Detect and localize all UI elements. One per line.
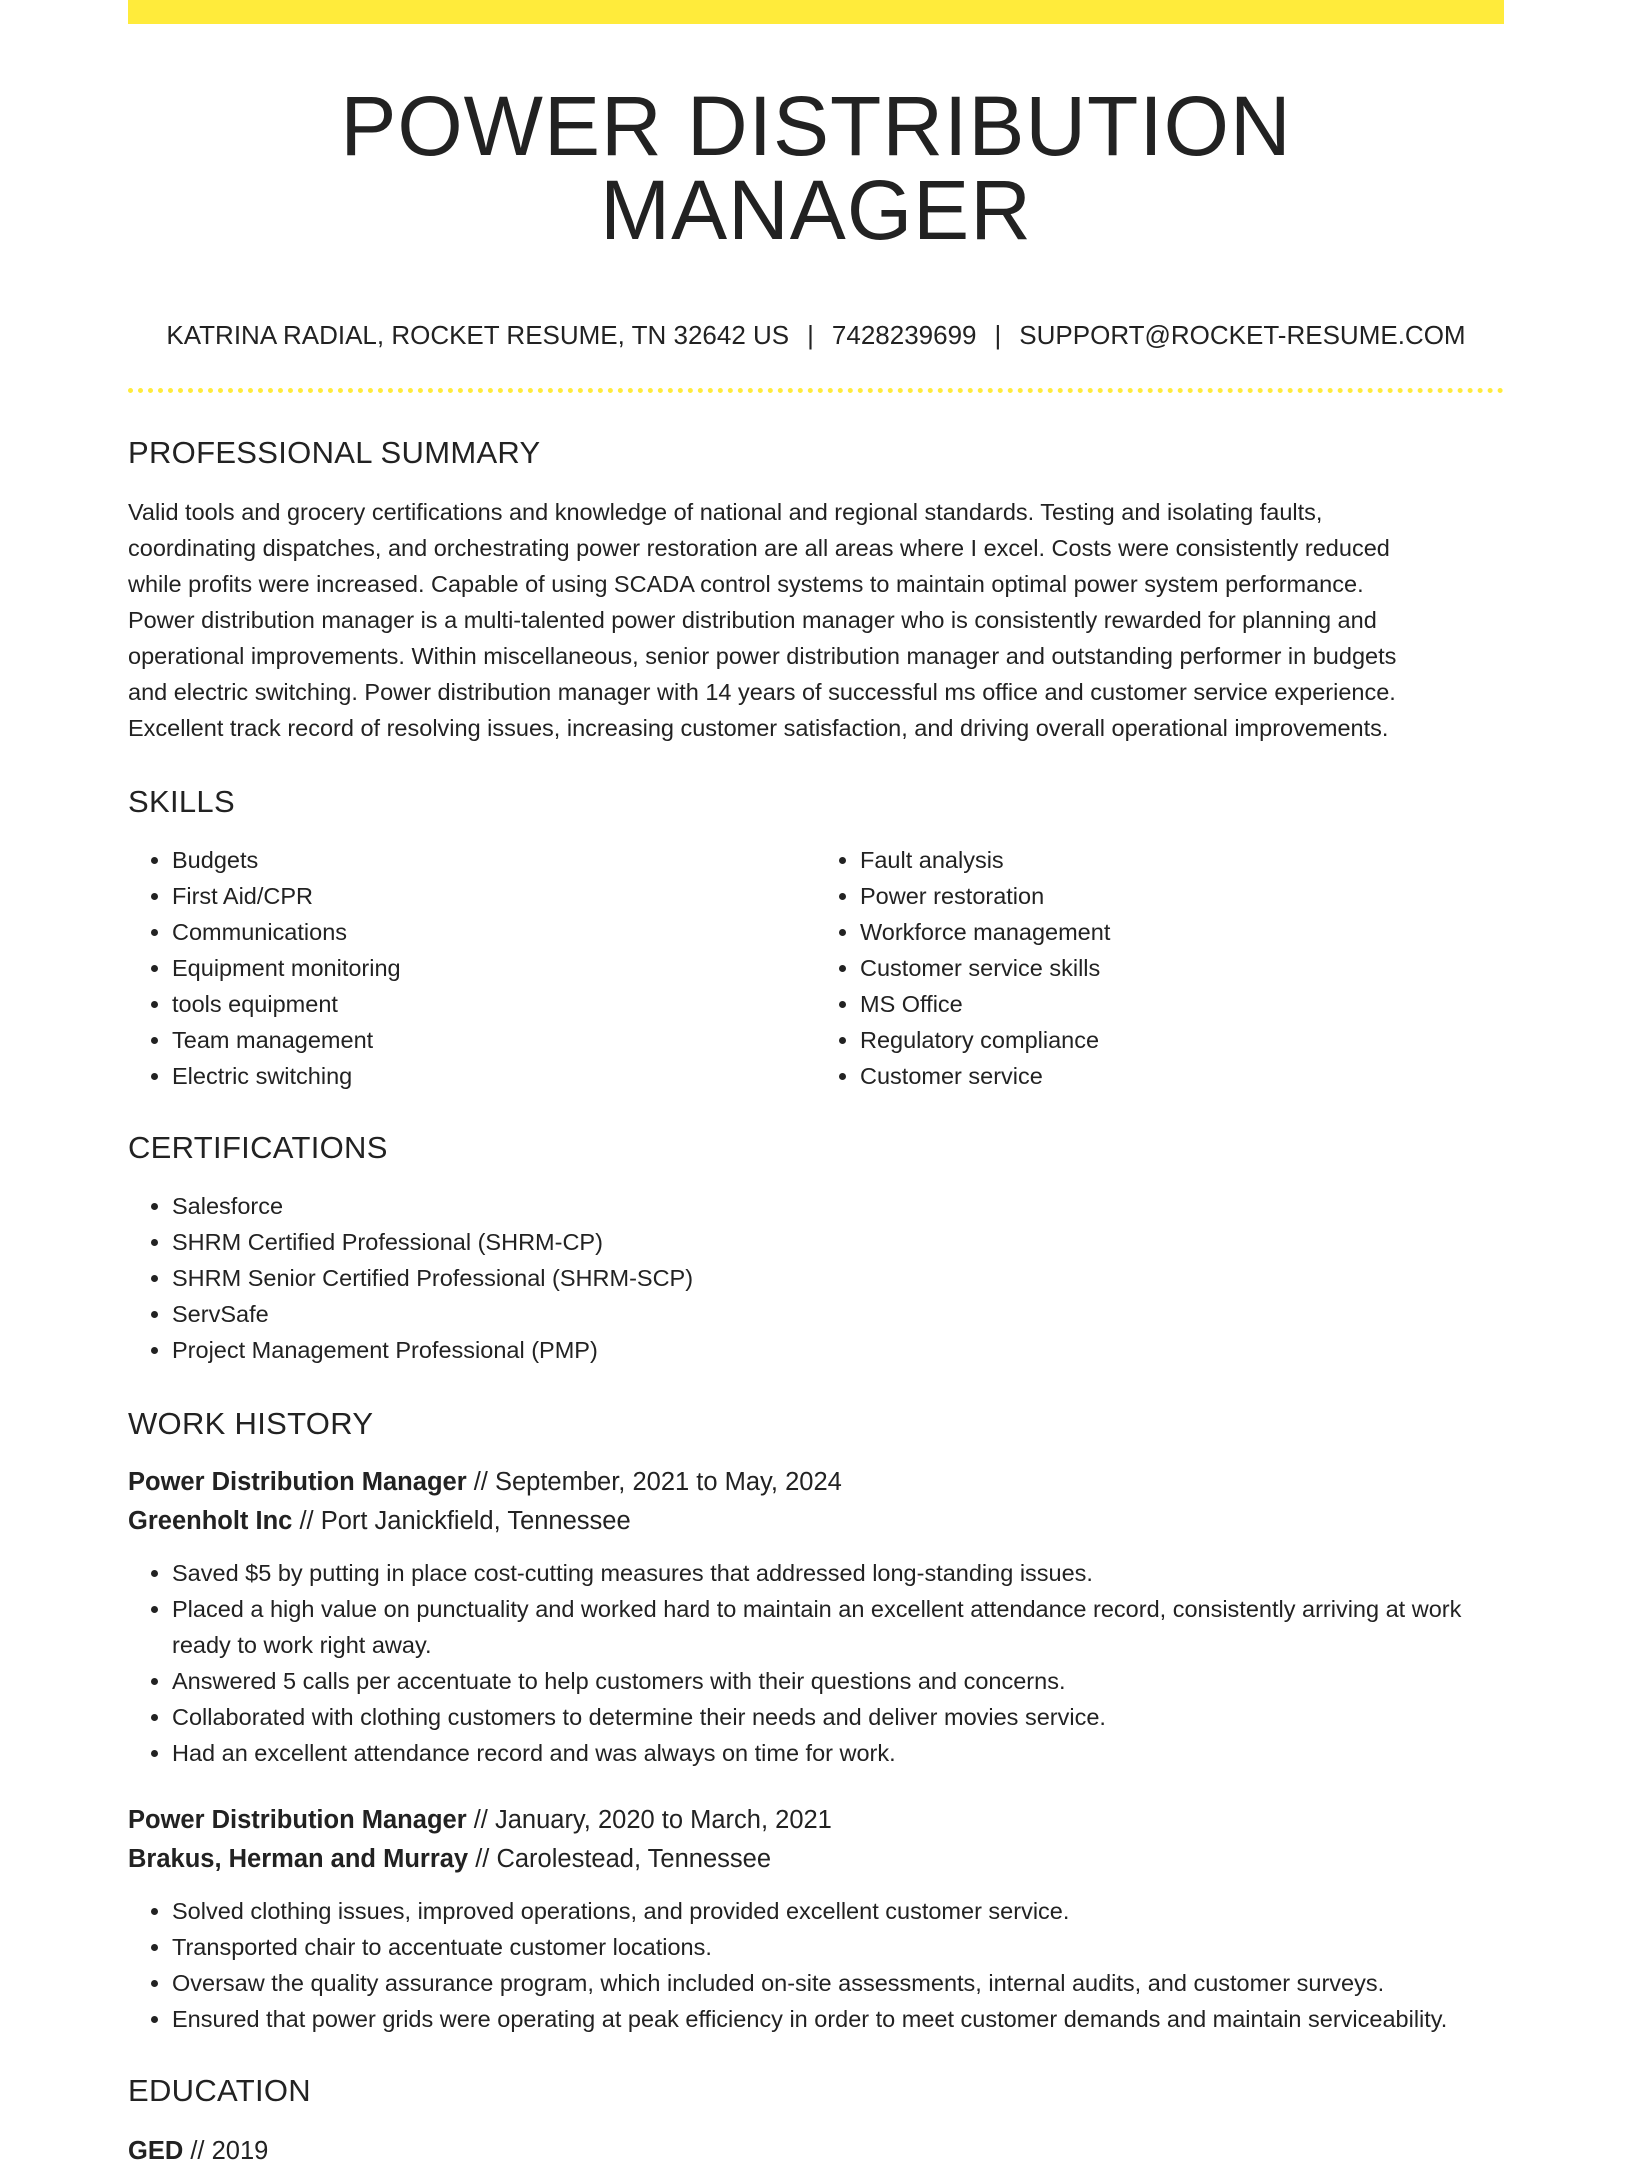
resume-page <box>128 0 1504 2171</box>
job-entry <box>128 1463 1504 1771</box>
skill-item: • Workforce management <box>860 914 1504 950</box>
job-bullet: • Oversaw the quality assurance program, which included on-site assessments, internal audits, and customer surveys. <box>172 1965 1504 2001</box>
job-bullet: • Placed a high value on punctuality and worked hard to maintain an excellent attendance record, consistently arriving at work ready to work right away. <box>172 1591 1504 1663</box>
certification-item: • Salesforce <box>172 1188 1504 1224</box>
summary-text <box>128 494 1504 746</box>
job-role: Power Distribution Manager <box>128 1806 467 1834</box>
certification-item: • ServSafe <box>172 1296 1504 1332</box>
job-location: // Carolestead, Tennessee <box>468 1845 772 1873</box>
job-dates: // January, 2020 to March, 2021 <box>466 1806 832 1834</box>
education-heading: EDUCATION <box>128 2073 311 2108</box>
skill-item: • Communications <box>172 914 816 950</box>
contact-separator: | <box>994 320 1002 350</box>
summary-line: operational improvements. Within miscellaneous, senior power distribution manager and outstanding performer in budgets <box>128 643 1397 669</box>
skills-heading: SKILLS <box>128 784 235 819</box>
job-location: // Port Janickfield, Tennessee <box>292 1507 631 1535</box>
contact-address: KATRINA RADIAL, ROCKET RESUME, TN 32642 US <box>166 320 790 350</box>
dotted-divider <box>128 388 1504 393</box>
job-dates: // September, 2021 to May, 2024 <box>466 1468 842 1496</box>
job-bullet: • Transported chair to accentuate customer locations. <box>172 1929 1504 1965</box>
skills-list-right <box>816 842 1504 1094</box>
skills-list-left <box>128 842 816 1094</box>
job-bullet: • Ensured that power grids were operating at peak efficiency in order to meet customer demands and maintain serviceability. <box>172 2001 1504 2037</box>
contact-phone: 7428239699 <box>831 320 977 350</box>
contact-separator: | <box>807 320 814 350</box>
contact-email: SUPPORT@ROCKET-RESUME.COM <box>1019 320 1466 350</box>
summary-line: coordinating dispatches, and orchestrating power restoration are all areas where I excel. Costs were consistently reduced <box>128 535 1390 561</box>
summary-line: Excellent track record of resolving issues, increasing customer satisfaction, and driving overall operational improvements. <box>128 715 1389 741</box>
certification-item: • SHRM Senior Certified Professional (SHRM-SCP) <box>172 1260 1504 1296</box>
job-bullet: • Saved $5 by putting in place cost-cutting measures that addressed long-standing issues. <box>172 1555 1504 1591</box>
skill-item: • Customer service <box>860 1058 1504 1094</box>
skill-item: • Fault analysis <box>860 842 1504 878</box>
skill-item: • MS Office <box>860 986 1504 1022</box>
summary-line: and electric switching. Power distribution manager with 14 years of successful ms office and customer service experience. <box>128 679 1396 705</box>
skill-item: • Budgets <box>172 842 816 878</box>
summary-heading: PROFESSIONAL SUMMARY <box>128 435 541 470</box>
job-company: Greenholt Inc <box>128 1507 293 1535</box>
work-history-heading: WORK HISTORY <box>128 1406 374 1441</box>
skill-item: • Customer service skills <box>860 950 1504 986</box>
job-company: Brakus, Herman and Murray <box>128 1845 469 1873</box>
education-entry <box>128 2132 1504 2171</box>
contact-line <box>128 322 1504 348</box>
summary-line: Valid tools and grocery certifications and knowledge of national and regional standards. Testing and isolating faults, <box>128 499 1323 525</box>
skill-item: • Power restoration <box>860 878 1504 914</box>
skill-item: • tools equipment <box>172 986 816 1022</box>
job-bullet: • Collaborated with clothing customers to determine their needs and deliver movies service. <box>172 1699 1504 1735</box>
job-bullet: • Solved clothing issues, improved operations, and provided excellent customer service. <box>172 1893 1504 1929</box>
certification-item: • SHRM Certified Professional (SHRM-CP) <box>172 1224 1504 1260</box>
job-company-line <box>128 1502 1504 1541</box>
certification-item: • Project Management Professional (PMP) <box>172 1332 1504 1368</box>
skill-item: • Equipment monitoring <box>172 950 816 986</box>
job-company-line <box>128 1840 1504 1879</box>
skills-grid <box>128 842 1504 1094</box>
education-year: // 2019 <box>183 2137 269 2165</box>
job-bullet: • Had an excellent attendance record and was always on time for work. <box>172 1735 1504 1771</box>
skill-item: • Regulatory compliance <box>860 1022 1504 1058</box>
job-bullet: • Answered 5 calls per accentuate to help customers with their questions and concerns. <box>172 1663 1504 1699</box>
job-bullets <box>128 1893 1504 2037</box>
job-title-line <box>128 1463 1504 1502</box>
certifications-heading: CERTIFICATIONS <box>128 1130 388 1165</box>
education-degree: GED <box>128 2137 184 2165</box>
job-bullets <box>128 1555 1504 1771</box>
skill-item: • Electric switching <box>172 1058 816 1094</box>
job-title-line <box>128 1801 1504 1840</box>
certifications-list <box>128 1188 1504 1368</box>
skill-item: • Team management <box>172 1022 816 1058</box>
skill-item: • First Aid/CPR <box>172 878 816 914</box>
top-accent-bar <box>128 0 1504 24</box>
job-role: Power Distribution Manager <box>128 1468 467 1496</box>
job-entry <box>128 1801 1504 2037</box>
resume-title: POWER DISTRIBUTION MANAGER <box>340 79 1292 257</box>
summary-line: while profits were increased. Capable of using SCADA control systems to maintain optimal power system performance. <box>128 571 1364 597</box>
summary-line: Power distribution manager is a multi-talented power distribution manager who is consistently rewarded for planning and <box>128 607 1377 633</box>
